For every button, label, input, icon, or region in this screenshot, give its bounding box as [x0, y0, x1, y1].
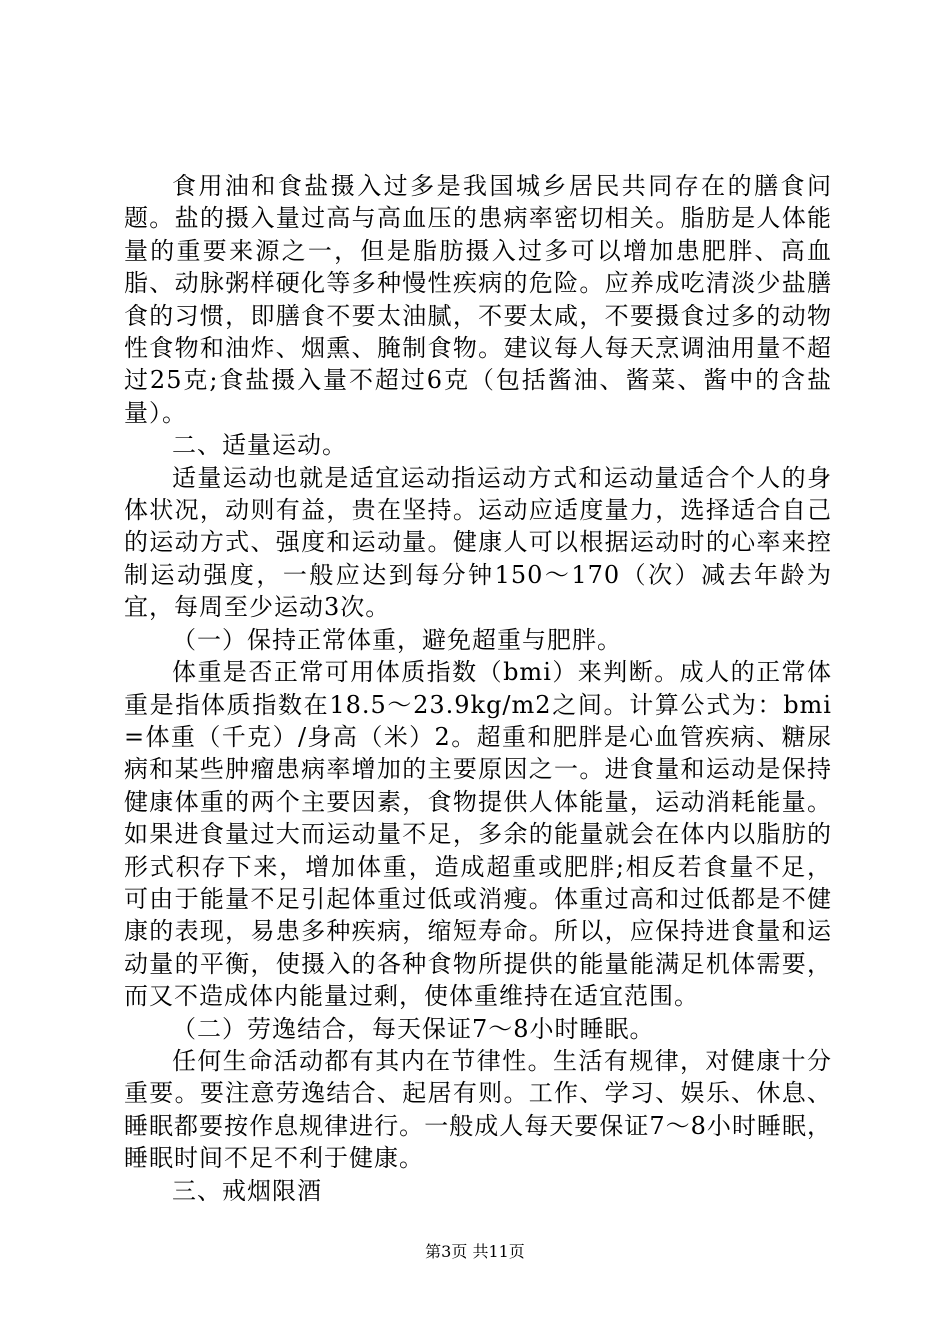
- paragraph-exercise: 适量运动也就是适宜运动指运动方式和运动量适合个人的身体状况，动则有益，贵在坚持。运动应适度量力，选择适合自己的运动方式、强度和运动量。健康人可以根据运动时的心率来控制运动强度，一般应达到每分钟150～170（次）减去年龄为宜，每周至少运动3次。: [124, 463, 832, 622]
- heading-moderate-exercise: 二、适量运动。: [172, 431, 347, 460]
- paragraph-bmi: 体重是否正常可用体质指数（bmi）来判断。成人的正常体重是指体质指数在18.5～23.9kg/m2之间。计算公式为：bmi=体重（千克）/身高（米）2。超重和肥胖是心血管疾病、糖尿病和某些肿瘤患病率增加的主要原因之一。进食量和运动是保持健康体重的两个主要因素，食物提供人体能量，运动消耗能量。如果进食量过大而运动量不足，多余的能量就会在体内以脂肪的形式积存下来，增加体重，造成超重或肥胖;相反若食量不足，可由于能量不足引起体重过低或消瘦。体重过高和过低都是不健康的表现，易患多种疾病，缩短寿命。所以，应保持进食量和运动量的平衡，使摄入的各种食物所提供的能量能满足机体需要，而又不造成体内能量过剩，使体重维持在适宜范围。: [124, 658, 832, 1011]
- page-footer: 第3页 共11页: [425, 1242, 525, 1261]
- subheading-normal-weight: （一）保持正常体重，避免超重与肥胖。: [172, 625, 622, 654]
- heading-quit-smoking: 三、戒烟限酒: [172, 1176, 322, 1205]
- paragraph-rhythm: 任何生命活动都有其内在节律性。生活有规律，对健康十分重要。要注意劳逸结合、起居有则。工作、学习、娱乐、休息、睡眠都要按作息规律进行。一般成人每天要保证7～8小时睡眠，睡眠时间不足不利于健康。: [124, 1046, 832, 1173]
- paragraph-oil-salt: 食用油和食盐摄入过多是我国城乡居民共同存在的膳食问题。盐的摄入量过高与高血压的患病率密切相关。脂肪是人体能量的重要来源之一，但是脂肪摄入过多可以增加患肥胖、高血脂、动脉粥样硬化等多种慢性疾病的危险。应养成吃清淡少盐膳食的习惯，即膳食不要太油腻，不要太咸，不要摄食过多的动物性食物和油炸、烟熏、腌制食物。建议每人每天烹调油用量不超过25克;食盐摄入量不超过6克（包括酱油、酱菜、酱中的含盐量）。: [124, 172, 832, 427]
- subheading-sleep: （二）劳逸结合，每天保证7～8小时睡眠。: [172, 1014, 655, 1043]
- document-body: [124, 170, 832, 1207]
